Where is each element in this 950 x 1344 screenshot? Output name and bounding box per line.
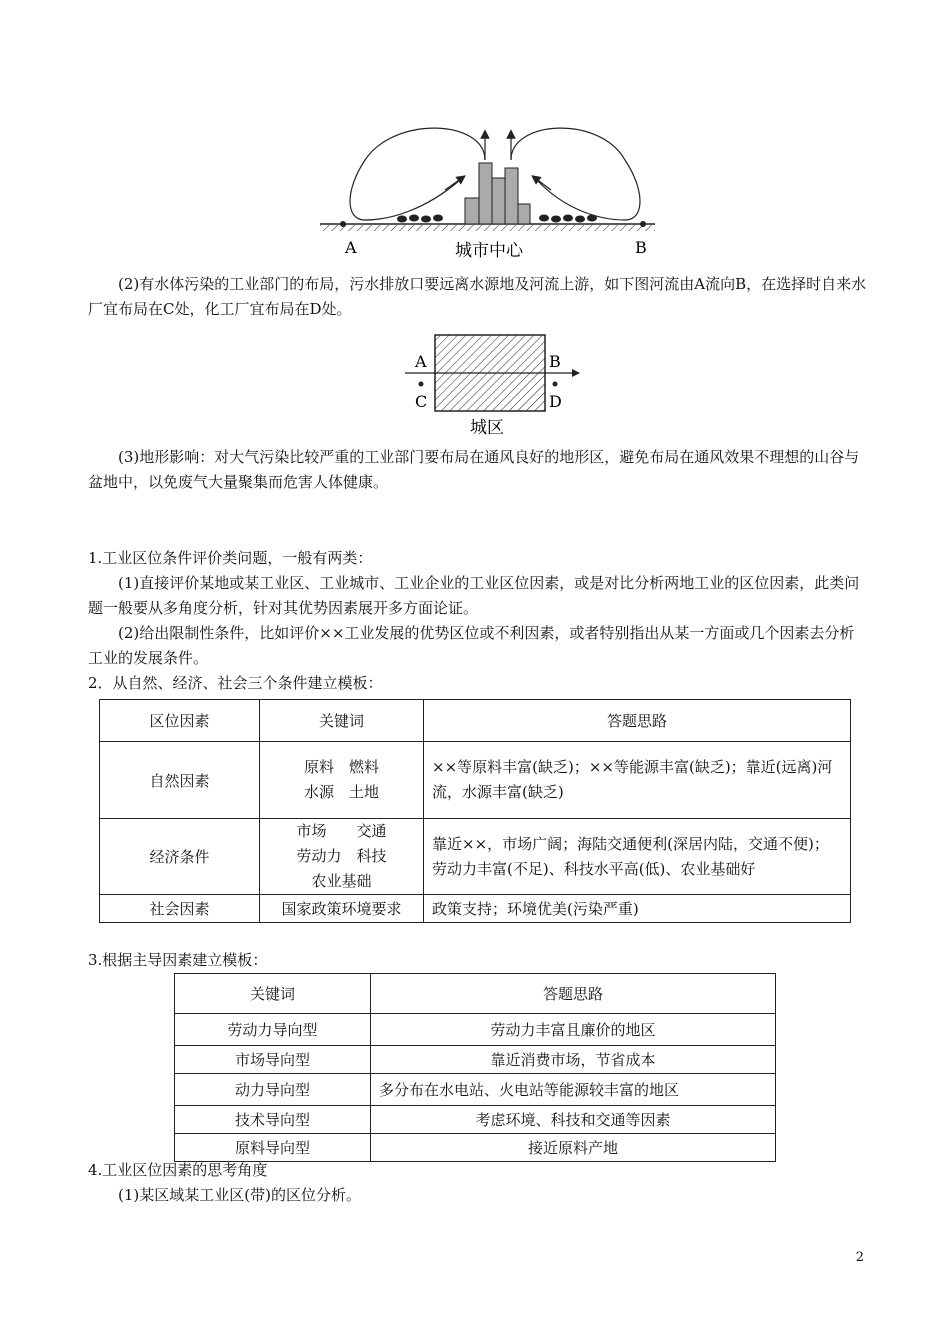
table-row: 劳动力导向型 劳动力丰富且廉价的地区 (175, 1014, 776, 1046)
section4-heading: 4.工业区位因素的思考角度 (88, 1161, 268, 1179)
urban-circulation-diagram (315, 120, 660, 265)
table2-header-keyword: 关键词 (175, 974, 371, 1014)
table2-header-approach: 答题思路 (371, 974, 776, 1014)
figure2-label-c: C (415, 392, 428, 411)
river-city-diagram (400, 333, 585, 441)
figure1-center-label: 城市中心 (455, 241, 523, 261)
table1-header-approach: 答题思路 (424, 700, 851, 742)
dominant-factor-table (174, 973, 776, 1162)
table-row: 动力导向型 多分布在水电站、火电站等能源较丰富的地区 (175, 1074, 776, 1106)
section4-item1: (1)某区域某工业区(带)的区位分析。 (118, 1186, 361, 1204)
table-row: 经济条件 市场 交通 劳动力 科技 农业基础 靠近××，市场广阔；海陆交通便利(深居内陆，交通不便)；劳动力丰富(不足)、科技水平高(低)、农业基础好 (100, 819, 851, 895)
table-row: 社会因素 国家政策环境要求 政策支持；环境优美(污染严重) (100, 895, 851, 923)
page-number: 2 (855, 1250, 864, 1265)
table-row: 市场导向型 靠近消费市场，节省成本 (175, 1046, 776, 1074)
figure2-label-d: D (549, 392, 562, 411)
paragraph-3: (3)地形影响：对大气污染比较严重的工业部门要布局在通风良好的地形区，避免布局在通风效果不理想的山谷与盆地中，以免废气大量聚集而危害人体健康。 (88, 448, 860, 491)
table1-header-keywords: 关键词 (260, 700, 424, 742)
figure2-label-a: A (415, 352, 427, 371)
section1-heading: 1.工业区位条件评价类问题，一般有两类： (88, 549, 373, 567)
table-row: 技术导向型 考虑环境、科技和交通等因素 (175, 1106, 776, 1134)
location-factor-table (99, 699, 851, 923)
section3-heading: 3.根据主导因素建立模板： (88, 951, 268, 969)
section1-item2: (2)给出限制性条件，比如评价××工业发展的优势区位或不利因素，或者特别指出从某一方面或几个因素去分析工业的发展条件。 (88, 624, 855, 667)
table-row: 自然因素 原料 燃料 水源 土地 ××等原料丰富(缺乏)；××等能源丰富(缺乏)；靠近(远离)河流，水源丰富(缺乏) (100, 742, 851, 819)
section1-item1: (1)直接评价某地或某工业区、工业城市、工业企业的工业区位因素，或是对比分析两地工业的区位因素，此类问题一般要从多角度分析，针对其优势因素展开多方面论证。 (88, 574, 860, 617)
table-row: 原料导向型 接近原料产地 (175, 1134, 776, 1162)
figure1-label-a: A (345, 238, 357, 257)
figure2-area-label: 城区 (470, 418, 504, 438)
figure2-label-b: B (549, 352, 561, 371)
table1-header-factor: 区位因素 (100, 700, 260, 742)
paragraph-2: (2)有水体污染的工业部门的布局，污水排放口要远离水源地及河流上游，如下图河流由A流向B，在选择时自来水厂宜布局在C处，化工厂宜布局在D处。 (88, 275, 867, 318)
section2-heading: 2．从自然、经济、社会三个条件建立模板： (88, 674, 383, 692)
figure1-label-b: B (635, 238, 647, 257)
